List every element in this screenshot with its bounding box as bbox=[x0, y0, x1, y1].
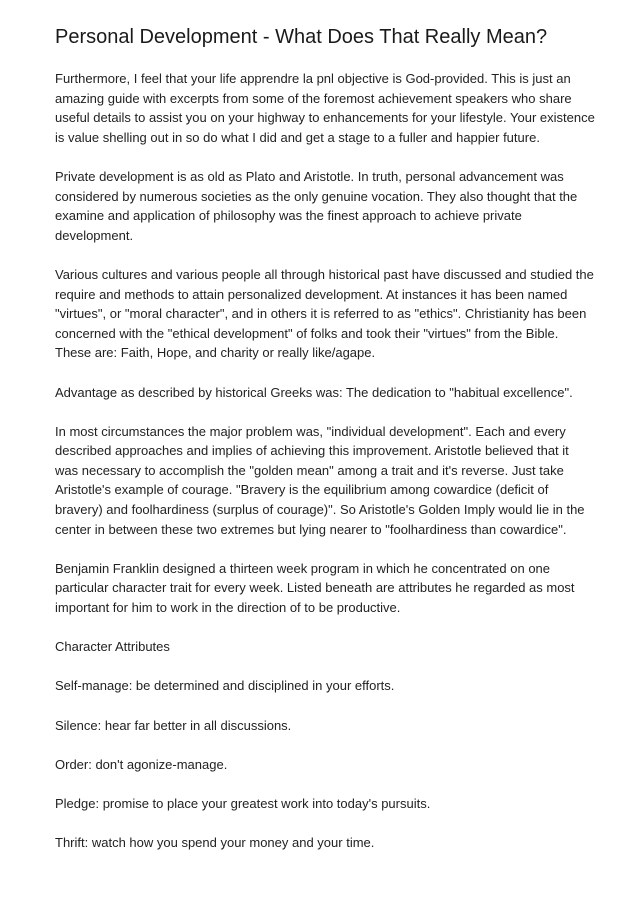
attribute-self-manage: Self-manage: be determined and disciplined in your efforts. bbox=[55, 678, 395, 694]
document-page bbox=[55, 24, 595, 872]
paragraph-intro: Furthermore, I feel that your life apprendre la pnl objective is God-provided. This is just an amazing guide with excerpts from some of the foremost achievement speakers who share useful details to assist you on your highway to enhancements for your lifestyle. Your existence is value shelling out in so do what I did and get a stage to a fuller and happier future. bbox=[55, 71, 595, 145]
attribute-thrift: Thrift: watch how you spend your money and your time. bbox=[55, 835, 375, 851]
paragraph-franklin: Benjamin Franklin designed a thirteen week program in which he concentrated on one particular character trait for every week. Listed beneath are attributes he regarded as most important for him to work in the direction of to be productive. bbox=[55, 560, 575, 616]
attribute-pledge: Pledge: promise to place your greatest work into today's pursuits. bbox=[55, 795, 431, 811]
section-heading-character-attributes: Character Attributes bbox=[55, 639, 170, 655]
paragraph-history: Private development is as old as Plato and Aristotle. In truth, personal advancement was considered by numerous societies as the only genuine vocation. They also thought that the examine and application of philosophy was the finest approach to achieve private development. bbox=[55, 168, 578, 243]
attribute-order: Order: don't agonize-manage. bbox=[55, 756, 228, 772]
attribute-silence: Silence: hear far better in all discussions. bbox=[55, 717, 292, 733]
paragraph-aristotle: In most circumstances the major problem was, "individual development". Each and every described approaches and implies of achieving this improvement. Aristotle believed that it was necessary to accomplish the "golden mean" among a trait and it's reverse. Just take Aristotle's example of courage. "Bravery is the equilibrium among cowardice (deficit of bravery) and foolhardiness (surplus of courage)". So Aristotle's Golden Imply would lie in the center in between these two extremes but lying nearer to "foolhardiness than cowardice". bbox=[55, 423, 585, 537]
page-title: Personal Development - What Does That Really Mean? bbox=[55, 26, 548, 48]
paragraph-greeks: Advantage as described by historical Greeks was: The dedication to "habitual excellence". bbox=[55, 384, 573, 400]
paragraph-cultures: Various cultures and various people all through historical past have discussed and studied the require and methods to attain personalized development. At instances it has been named "virtues", or "moral character", and in others it is referred to as "ethics". Christianity has been concerned with the "ethical development" of folks and took their "virtues" from the Bible. These are: Faith, Hope, and charity or really like/agape. bbox=[55, 266, 594, 361]
